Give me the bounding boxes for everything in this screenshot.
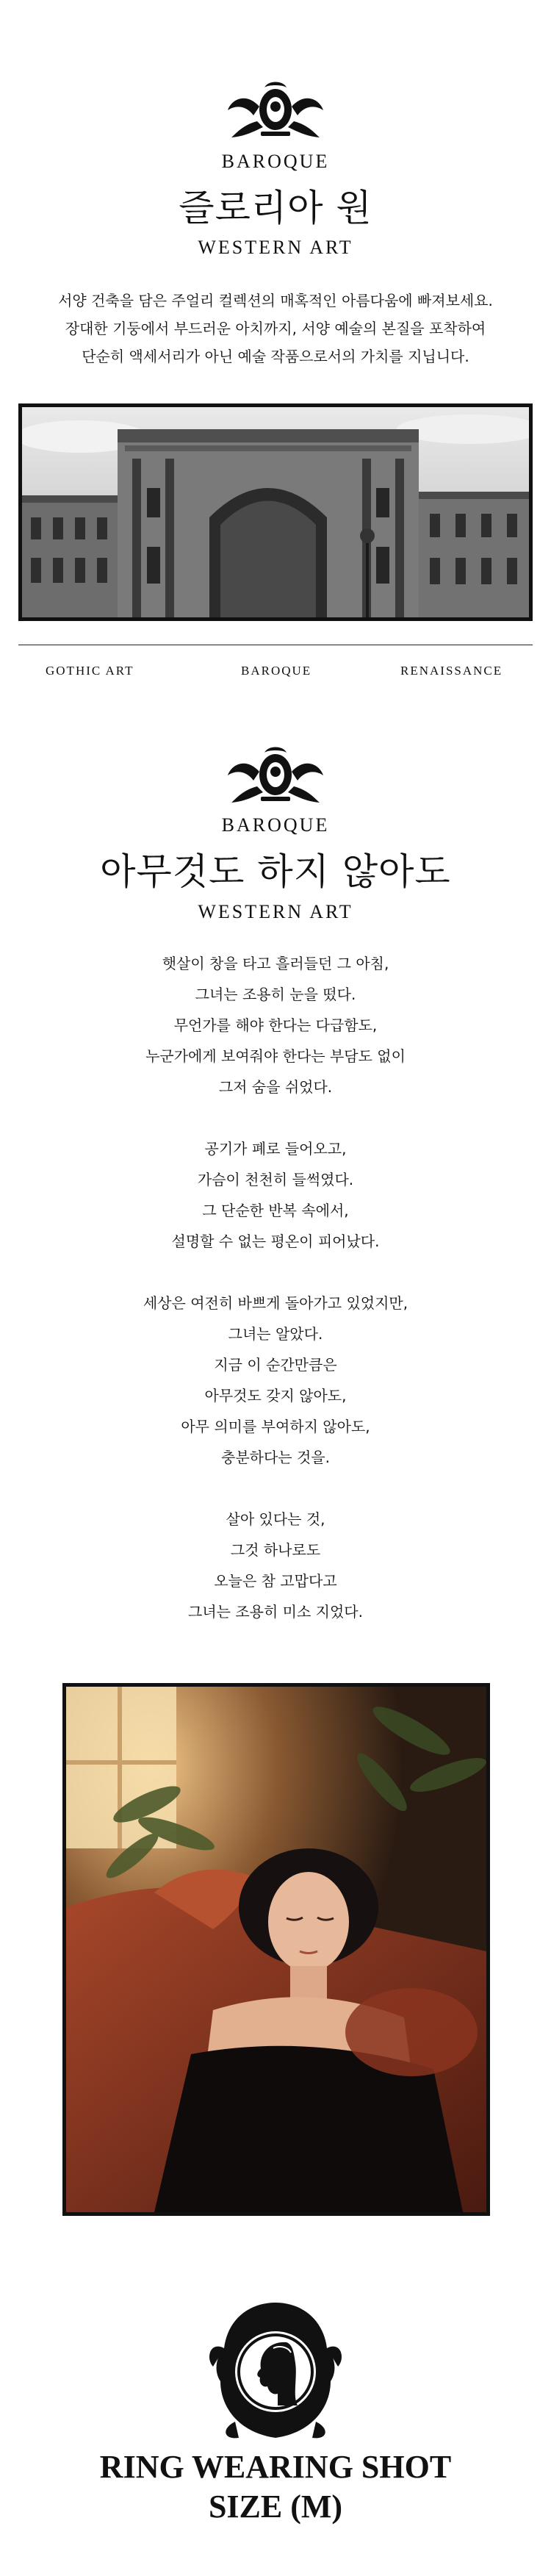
architecture-photo	[18, 403, 533, 621]
description-line: 장대한 기둥에서 부드러운 아치까지, 서양 예술의 본질을 포착하여	[65, 320, 486, 337]
poem-line: 그것 하나로도	[230, 1541, 321, 1559]
category-baroque: BAROQUE	[241, 664, 312, 678]
poem-line: 설명할 수 없는 평온이 피어났다.	[171, 1233, 380, 1250]
subtitle-western-art: WESTERN ART	[198, 237, 353, 258]
collection-title: 즐로리아 원	[179, 187, 372, 229]
poem-line: 살아 있다는 것,	[226, 1510, 325, 1528]
ring-shot-title	[0, 2447, 551, 2527]
poem-stanza	[0, 1504, 551, 1627]
baroque-crest-icon	[220, 742, 331, 806]
ring-shot-title-line1: RING WEARING SHOT	[99, 2449, 452, 2485]
poem-line: 무언가를 해야 한다는 다급함도,	[173, 1016, 378, 1034]
poem-line: 가슴이 천천히 들썩였다.	[197, 1171, 354, 1188]
poem-line: 그녀는 조용히 눈을 떴다.	[195, 986, 356, 1003]
poem-line: 오늘은 참 고맙다고	[214, 1572, 337, 1590]
poem-line: 그 단순한 반복 속에서,	[202, 1202, 349, 1219]
poem-line: 그녀는 알았다.	[228, 1325, 323, 1343]
category-renaissance: RENAISSANCE	[400, 664, 503, 678]
poem-line: 지금 이 순간만큼은	[214, 1356, 337, 1374]
overline-baroque: BAROQUE	[221, 814, 330, 836]
woman-illustration-photo	[62, 1683, 490, 2216]
poem-stanza	[0, 1288, 551, 1473]
collection-description	[0, 287, 551, 370]
poem-line: 충분하다는 것을.	[221, 1449, 330, 1466]
poem-line: 아무 의미를 부여하지 않아도,	[181, 1418, 370, 1435]
poem-stanza	[0, 1133, 551, 1257]
ring-shot-title-line2: SIZE (M)	[208, 2489, 343, 2525]
baroque-crest-icon	[220, 77, 331, 140]
poem-line: 그저 숨을 쉬었다.	[218, 1078, 333, 1096]
subtitle-western-art: WESTERN ART	[198, 901, 353, 922]
poem-line: 누군가에게 보여줘야 한다는 부담도 없이	[145, 1047, 406, 1065]
description-line: 서양 건축을 담은 주얼리 컬렉션의 매혹적인 아름다움에 빠져보세요.	[58, 292, 493, 309]
poem-stanza	[0, 948, 551, 1102]
description-line: 단순히 액세서리가 아닌 예술 작품으로서의 가치를 지닙니다.	[82, 348, 469, 365]
poem-line: 아무것도 갖지 않아도,	[204, 1387, 347, 1404]
poem-body	[0, 948, 551, 1627]
poem-line: 그녀는 조용히 미소 지었다.	[188, 1603, 363, 1621]
poem-title: 아무것도 하지 않아도	[100, 850, 451, 893]
overline-baroque: BAROQUE	[221, 151, 330, 172]
poem-line: 햇살이 창을 타고 흘러들던 그 아침,	[162, 955, 389, 972]
baroque-medallion-icon	[206, 2297, 345, 2444]
poem-line: 세상은 여전히 바쁘게 돌아가고 있었지만,	[143, 1294, 408, 1312]
category-gothic-art: GOTHIC ART	[46, 664, 134, 678]
poem-line: 공기가 폐로 들어오고,	[204, 1140, 347, 1158]
